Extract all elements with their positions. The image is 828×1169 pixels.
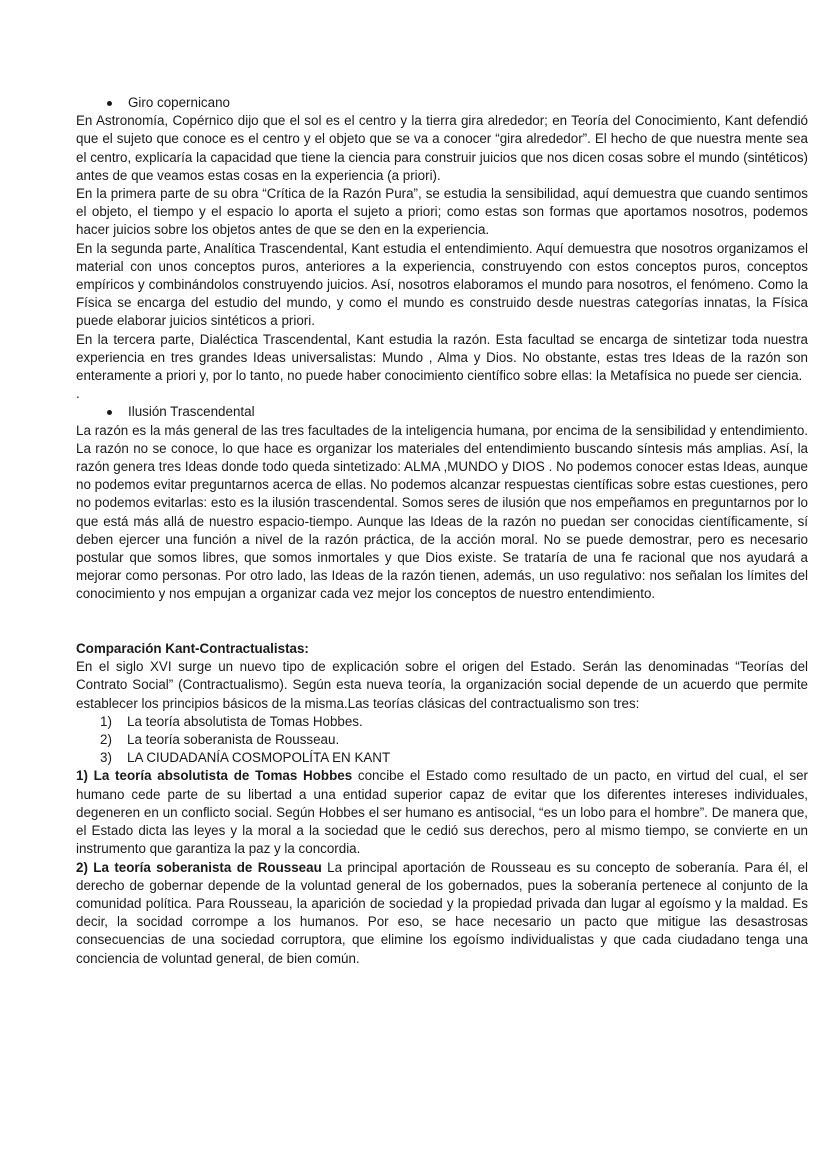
- paragraph-analitica-trascendental: En la segunda parte, Analítica Trascendental, Kant estudia el entendimiento. Aquí demuestra que nosotros organizamos el material con unos conceptos puros, anteriores a la experiencia, construyendo con estos conceptos puros, conceptos empíricos y combinándolos construyendo juicios. Así, nosotros elaboramos el mundo para nosotros, el fenómeno. Como la Física se encarga del estudio del mundo, y como el mundo es construido desde nuestras categorías innatas, la Física puede elaborar juicios sintéticos a priori.: [76, 240, 808, 329]
- paragraph-hobbes: [76, 767, 808, 858]
- bullet-ilusion-trascendental: Ilusión Trascendental: [76, 403, 808, 421]
- paragraph-copernico: En Astronomía, Copérnico dijo que el sol es el centro y la tierra gira alrededor; en Teoría del Conocimiento, Kant defendió que el sujeto que conoce es el centro y el objeto que se va a conocer “gira alrededor”. El hecho de que nuestra mente sea el centro, explicaría la capacidad que tiene la ciencia para construir juicios que nos dicen cosas sobre el mundo (sintéticos) antes de que veamos estas cosas en la experiencia (a priori).: [76, 113, 808, 183]
- list-item: [76, 749, 808, 767]
- bullet-giro-copernicano: Giro copernicano: [76, 94, 808, 112]
- paragraph-ilusion-trascendental: La razón es la más general de las tres facultades de la inteligencia humana, por encima de la sensibilidad y entendimiento. La razón no se conoce, lo que hace es organizar los materiales del entendimiento buscando síntesis más amplias. Así, la razón genera tres Ideas donde todo queda sintetizado: ALMA ,MUNDO y DIOS . No podemos conocer estas Ideas, aunque no podemos evitar preguntarnos acerca de ellas. No podemos alcanzar respuestas científicas sobre estas cuestiones, pero no podemos evitarlas: esto es la ilusión trascendental. Somos seres de ilusión que nos empeñamos en preguntarnos por lo que está más allá de nuestro espacio-tiempo. Aunque las Ideas de la razón no puedan ser conocidas científicamente, sí deben ejercer una función a nivel de la razón práctica, de la acción moral. No se puede demostrar, pero es necesario postular que somos libres, que somos inmortales y que Dios existe. Se trataría de una fe racional que nos ayudará a mejorar como personas. Por otro lado, las Ideas de la razón tienen, además, un uso regulativo: nos señalan los límites del conocimiento y nos empujan a organizar cada vez mejor los conceptos de nuestro entendimiento.: [76, 422, 808, 602]
- list-number: 3): [100, 750, 112, 766]
- list-number: 1): [100, 713, 112, 729]
- stray-dot: .: [76, 386, 80, 402]
- document-page: [76, 94, 808, 968]
- list-text: La teoría absolutista de Tomas Hobbes.: [127, 713, 363, 729]
- list-text: LA CIUDADANÍA COSMOPOLÍTA EN KANT: [127, 750, 391, 766]
- spacer: [76, 604, 808, 640]
- list-item: [76, 713, 808, 731]
- hobbes-lead: 1) La teoría absolutista de Tomas Hobbes: [76, 768, 353, 784]
- paragraph-critica-razon-pura: En la primera parte de su obra “Crítica de la Razón Pura”, se estudia la sensibilidad, aquí demuestra que cuando sentimos el objeto, el tiempo y el espacio lo aporta el sujeto a priori; como estas son formas que aportamos nosotros, podemos hacer juicios sobre los objetos antes de que se den en la experiencia.: [76, 186, 808, 238]
- list-number: 2): [100, 732, 112, 748]
- paragraph-dialectica-trascendental: En la tercera parte, Dialéctica Trascendental, Kant estudia la razón. Esta facultad se encarga de sintetizar toda nuestra experiencia en tres grandes Ideas universalistas: Mundo , Alma y Dios. No obstante, estas tres Ideas de la razón son enteramente a priori y, por lo tanto, no puede haber conocimiento científico sobre ellas: la Metafísica no puede ser ciencia.: [76, 331, 808, 384]
- paragraph-rousseau: [76, 859, 808, 968]
- hobbes-text: concibe el Estado como resultado de un pacto, en virtud del cual, el ser humano cede parte de su libertad a una entidad superior capaz de evitar que los diferentes intereses individuales, degeneren en un conflicto social. Según Hobbes el ser humano es antisocial, “es un lobo para el hombre”. De manera que, el Estado dicta las leyes y la moral a la sociedad que le cedió sus derechos, pero al mismo tiempo, se convierte en un instrumento que garantiza la paz y la concordia.: [76, 768, 809, 857]
- list-item: [76, 731, 808, 749]
- list-text: La teoría soberanista de Rousseau.: [127, 732, 340, 748]
- theories-list: [76, 713, 808, 768]
- paragraph-contractualismo-intro: En el siglo XVI surge un nuevo tipo de explicación sobre el origen del Estado. Serán las denominadas “Teorías del Contrato Social” (Contractualismo). Según esta nueva teoría, la organización social depende de un acuerdo que permite establecer los principios básicos de la misma.Las teorías clásicas del contractualismo son tres:: [76, 659, 808, 711]
- rousseau-text: La principal aportación de Rousseau es su concepto de soberanía. Para él, el derecho de gobernar depende de la voluntad general de los gobernados, pues la soberanía pertenece al conjunto de la comunidad política. Para Rousseau, la aparición de sociedad y la propiedad privada dan lugar al egoísmo y la maldad. Es decir, la socidad corrompe a los humanos. Por eso, se hace necesario un pacto que mitigue las desastrosas consecuencias de una sociedad corruptora, que elimine los egoísmo individualistas y que cada ciudadano tenga una conciencia de voluntad general, de bien común.: [76, 859, 808, 966]
- section-heading-comparacion: Comparación Kant-Contractualistas:: [76, 641, 309, 657]
- rousseau-lead: 2) La teoría soberanista de Rousseau: [76, 859, 322, 875]
